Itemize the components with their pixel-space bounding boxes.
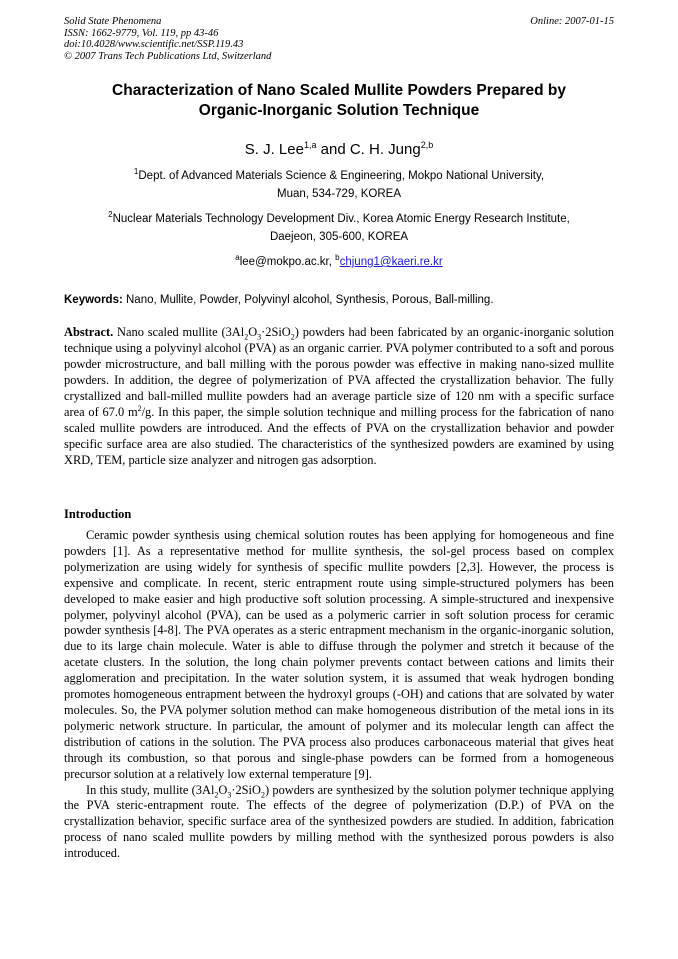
abstract-text-1: Nano scaled mullite (3Al: [113, 325, 245, 339]
intro-subscript: 3: [227, 789, 232, 799]
affiliation-2-mark: 2: [108, 210, 113, 219]
abstract-text-5: /g. In this paper, the simple solution technique and milling process for the fabrication of nano scaled mullite powders are introduced. And the effects of PVA on the crystallization behavior and powder specific surface area are also studied. The characteristics of the synthesized powders are examined by using XRD, TEM, particle size analyzer and nitrogen gas adsorption.: [64, 405, 615, 467]
keywords-label: Keywords:: [64, 294, 123, 306]
paper-title-line2: Organic-Inorganic Solution Technique: [198, 102, 480, 119]
author-2: C. H. Jung: [349, 141, 421, 158]
affiliation-1-mark: 1: [133, 167, 139, 176]
paper-title-line1: Characterization of Nano Scaled Mullite Powders Prepared by: [112, 82, 566, 99]
intro-text-4: ) powders are synthesized by the solution polymer technique applying the PVA steric-entrapment route. The effects of the degree of polymerization (D.P.) of PVA on the crystallization behavior, specific surface area of the synthesized powders are studied. In addition, fabrication process of nano scaled mullite powders by milling method with the synthesized porous powders is also introduced.: [64, 782, 614, 861]
author-conjunction: and: [316, 141, 350, 158]
section-heading-introduction: Introduction: [64, 507, 132, 521]
email-a-mark: a: [235, 253, 240, 262]
online-date: Online: 2007-01-15: [530, 16, 614, 27]
affiliation-1-text: Dept. of Advanced Materials Science & Engineering, Mokpo National University,: [138, 169, 545, 182]
intro-subscript: 2: [260, 789, 265, 799]
intro-subscript: 2: [214, 789, 219, 799]
journal-issn: ISSN: 1662-9779, Vol. 119, pp 43-46: [64, 27, 219, 39]
abstract-subscript: 2: [244, 332, 249, 342]
affiliation-2-text: Nuclear Materials Technology Development Div., Korea Atomic Energy Research Institute,: [112, 212, 570, 225]
intro-text-3: ·2SiO: [231, 782, 261, 797]
journal-doi: doi:10.4028/www.scientific.net/SSP.119.43: [64, 39, 244, 51]
introduction-body: [64, 528, 614, 862]
journal-copyright: © 2007 Trans Tech Publications Ltd, Switzerland: [64, 50, 272, 62]
author-1-affiliation-mark: 1,a: [303, 140, 317, 150]
keywords: [64, 293, 616, 307]
intro-paragraph-1: Ceramic powder synthesis using chemical solution routes has been applying for homogeneous and fine powders [1]. As a representative method for mullite synthesis, the sol-gel process based on complex polymerization are using widely for synthesis of specific mullite powders [2,3]. However, the process is expensive and complicate. In recent, steric entrapment route using simple-structured polymers has been developed to make easier and high productive soft solution processing. A simple-structured and inexpensive polymer, polyvinyl alcohol (PVA), can be used as a polymeric carrier in soft solution process for ceramic powder synthesis [4-8]. The PVA operates as a steric entrapment mechanism in the organic-inorganic solution, due to its large chain molecule. Water is able to diffuse through the polymer and stretch it because of the acetate clusters. In the solution, the long chain polymer prevents contact between cations and limits their agglomeration and precipitation. In the water solution system, it is assumed that weak hydrogen bonding promotes homogeneous entrapment between the hydroxyl groups (-OH) and cations that are solvated by water molecules. So, the PVA polymer solution method can make homogeneous distribution of the metal ions in its polymeric network structure. In particular, the amount of polymer and its molecular length can affect the distribution of cations in the solution. The PVA process also produces carbonaceous material that gives heat through its combustion, so that porous and single-phase powders can be formed from a homogeneous precursor solution at a relatively low external temperature [9].: [64, 528, 614, 781]
affiliation-1-line1: [60, 165, 618, 183]
abstract-superscript: 2: [137, 403, 142, 413]
journal-header: [64, 16, 271, 62]
author-2-affiliation-mark: 2,b: [420, 140, 434, 150]
intro-text-1: In this study, mullite (3Al: [86, 782, 215, 797]
email-b-mark: b: [335, 253, 340, 262]
abstract-label: Abstract.: [64, 325, 114, 339]
abstract-text-3: ·2SiO: [261, 325, 291, 339]
keywords-text: Nano, Mullite, Powder, Polyvinyl alcohol, Synthesis, Porous, Ball-milling.: [122, 294, 494, 306]
abstract: [64, 324, 614, 468]
email-b-link[interactable]: chjung1@kaeri.re.kr: [339, 255, 443, 268]
email-a: lee@mokpo.ac.kr,: [239, 255, 336, 268]
intro-text-2: O: [218, 782, 228, 797]
paper-title: [60, 81, 618, 121]
abstract-subscript: 2: [290, 332, 295, 342]
affiliation-2-line2: Daejeon, 305-600, KOREA: [269, 231, 409, 243]
abstract-text-2: O: [248, 325, 258, 339]
abstract-text-4: ) powders had been fabricated by an organic-inorganic solution technique using a polyvinyl alcohol (PVA) as an organic carrier. PVA polymer contributed to a soft and porous powder microstructure, and ball milling with the porous powder was effective in making nano-sized mullite powders. In addition, the degree of polymerization of PVA affected the crystallization behavior. The fully crystallized and ball-milled mullite powders had an average particle size of 120 nm with a specific surface area of 67.0 m: [64, 325, 614, 419]
intro-paragraph-2: [64, 783, 614, 863]
author-list: [60, 136, 618, 159]
affiliation-2-line1: [60, 208, 618, 226]
journal-name: Solid State Phenomena: [64, 16, 162, 27]
abstract-subscript: 3: [257, 332, 262, 342]
author-emails: [60, 251, 618, 269]
affiliation-1-line2: Muan, 534-729, KOREA: [276, 188, 401, 200]
author-1: S. J. Lee: [244, 141, 304, 158]
